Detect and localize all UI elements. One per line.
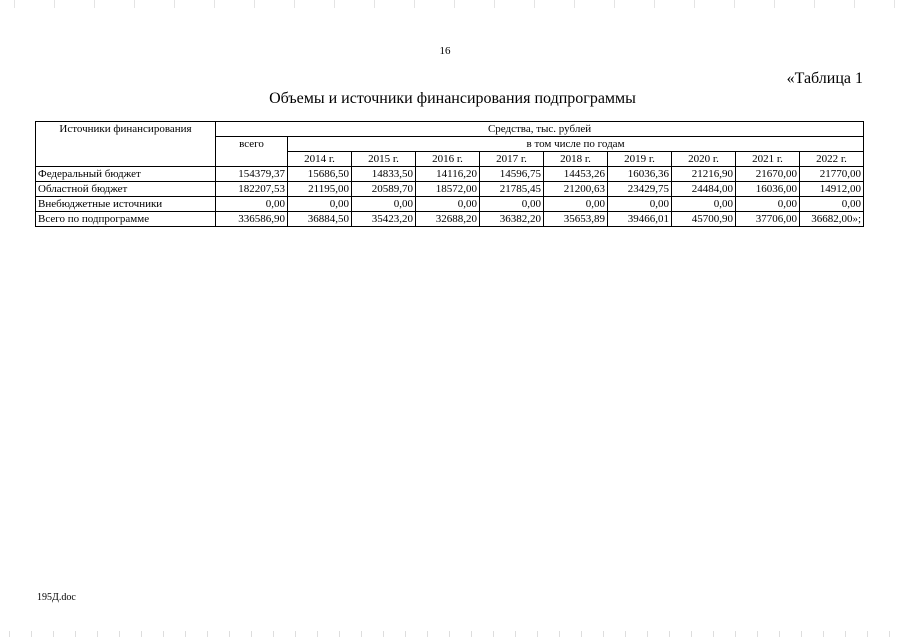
page-number: 16 (439, 45, 451, 57)
header-by-years: в том числе по годам (288, 137, 864, 152)
cell-value: 0,00 (800, 197, 864, 212)
cell-value: 14596,75 (480, 167, 544, 182)
cell-value: 16036,00 (736, 182, 800, 197)
year-header: 2021 г. (736, 152, 800, 167)
cell-value: 20589,70 (352, 182, 416, 197)
cell-value: 21670,00 (736, 167, 800, 182)
cell-value: 21770,00 (800, 167, 864, 182)
header-funds: Средства, тыс. рублей (216, 122, 864, 137)
table-label: «Таблица 1 (786, 70, 863, 87)
cell-value: 32688,20 (416, 212, 480, 227)
year-header: 2015 г. (352, 152, 416, 167)
table-row (36, 212, 864, 227)
header-row-1 (36, 122, 864, 137)
cell-value: 37706,00 (736, 212, 800, 227)
row-total: 154379,37 (216, 167, 288, 182)
cell-value: 14116,20 (416, 167, 480, 182)
cell-value: 39466,01 (608, 212, 672, 227)
row-name: Федеральный бюджет (36, 167, 216, 182)
table-title: Объемы и источники финансирования подпрограммы (269, 90, 636, 107)
year-header: 2014 г. (288, 152, 352, 167)
year-header: 2019 г. (608, 152, 672, 167)
row-name: Областной бюджет (36, 182, 216, 197)
header-total: всего (216, 137, 288, 167)
cell-value: 45700,90 (672, 212, 736, 227)
cell-value: 21216,90 (672, 167, 736, 182)
cell-value: 0,00 (608, 197, 672, 212)
year-header: 2022 г. (800, 152, 864, 167)
cell-value: 35653,89 (544, 212, 608, 227)
year-header: 2020 г. (672, 152, 736, 167)
cell-value: 0,00 (544, 197, 608, 212)
cell-value: 0,00 (288, 197, 352, 212)
cell-value: 14912,00 (800, 182, 864, 197)
header-source: Источники финансирования (36, 122, 216, 167)
cell-value: 0,00 (672, 197, 736, 212)
cell-value: 0,00 (352, 197, 416, 212)
file-name-footer: 195Д.doc (37, 592, 76, 603)
table-row (36, 167, 864, 182)
cell-value: 14833,50 (352, 167, 416, 182)
row-total: 182207,53 (216, 182, 288, 197)
cell-value: 0,00 (416, 197, 480, 212)
row-name: Внебюджетные источники (36, 197, 216, 212)
table-row (36, 197, 864, 212)
financing-table (35, 121, 864, 227)
scan-artifact-bottom (0, 631, 905, 637)
cell-value: 35423,20 (352, 212, 416, 227)
row-total: 336586,90 (216, 212, 288, 227)
year-header: 2016 г. (416, 152, 480, 167)
year-header: 2017 г. (480, 152, 544, 167)
cell-value: 0,00 (480, 197, 544, 212)
cell-value: 21785,45 (480, 182, 544, 197)
row-name: Всего по подпрограмме (36, 212, 216, 227)
cell-value: 24484,00 (672, 182, 736, 197)
cell-value: 36382,20 (480, 212, 544, 227)
cell-value: 16036,36 (608, 167, 672, 182)
cell-value: 18572,00 (416, 182, 480, 197)
cell-value: 21200,63 (544, 182, 608, 197)
cell-value: 36884,50 (288, 212, 352, 227)
cell-value: 21195,00 (288, 182, 352, 197)
table-row (36, 182, 864, 197)
cell-value: 0,00 (736, 197, 800, 212)
scan-artifact-top (0, 0, 905, 8)
cell-value: 23429,75 (608, 182, 672, 197)
row-total: 0,00 (216, 197, 288, 212)
cell-value: 36682,00»; (800, 212, 864, 227)
cell-value: 14453,26 (544, 167, 608, 182)
year-header: 2018 г. (544, 152, 608, 167)
cell-value: 15686,50 (288, 167, 352, 182)
